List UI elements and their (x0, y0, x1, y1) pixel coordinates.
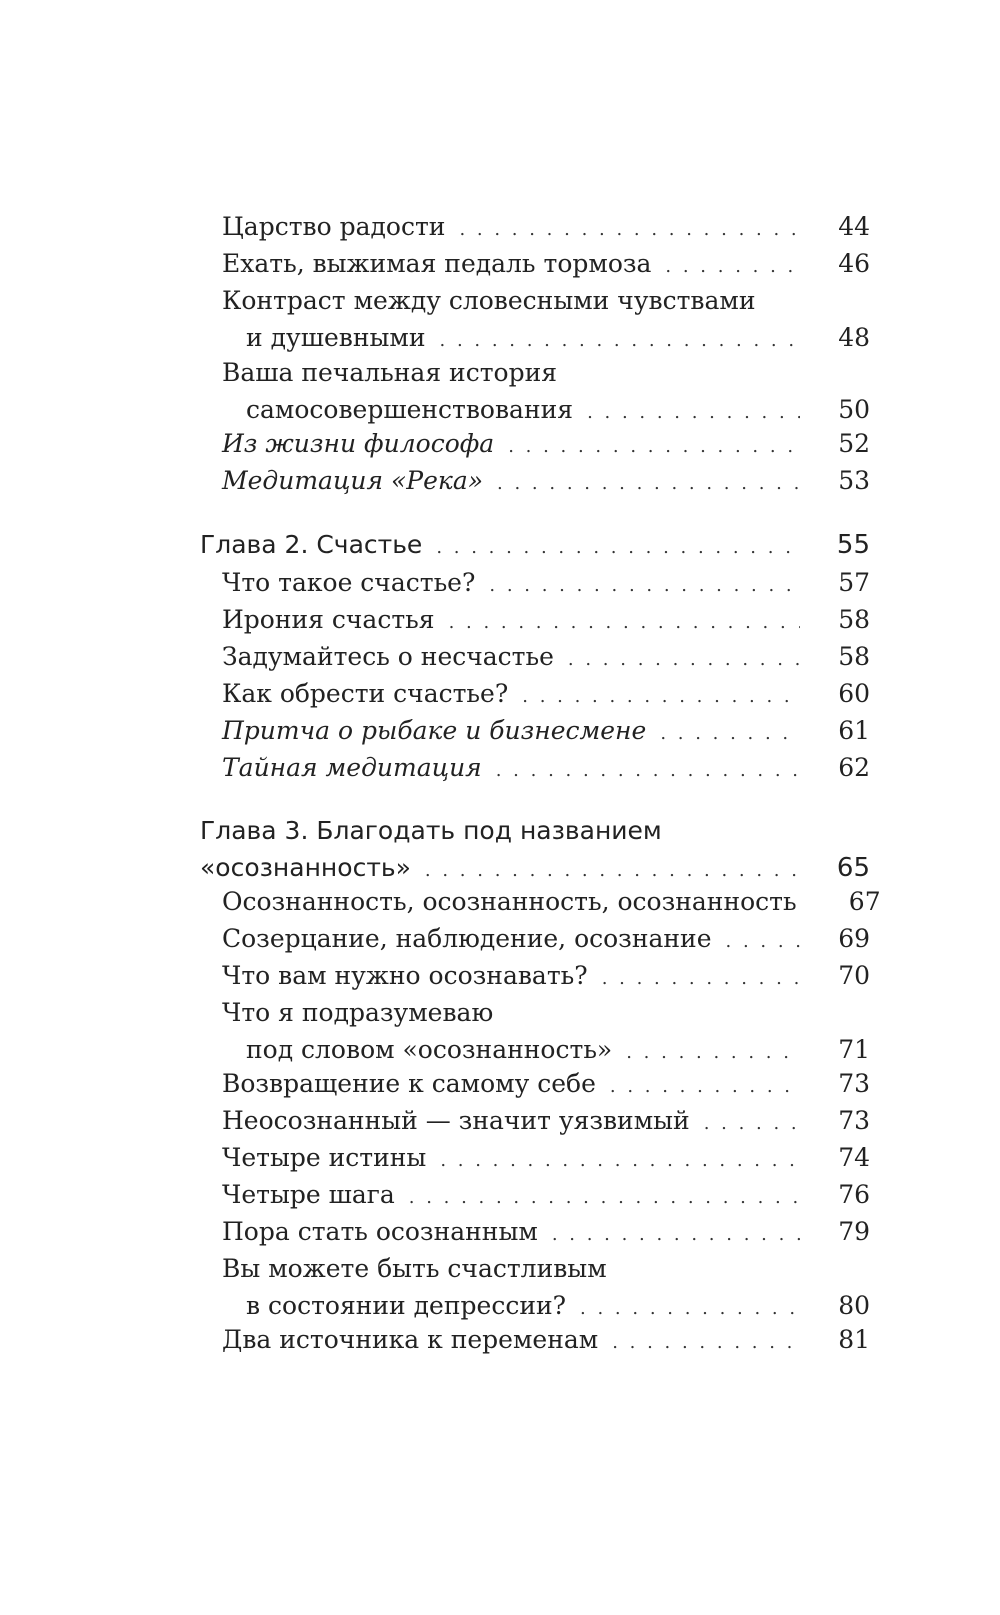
chapter-title: Глава 2. Счастье (200, 530, 423, 559)
toc-entry (222, 920, 870, 960)
toc-entry (222, 883, 881, 923)
toc-entry (222, 245, 870, 285)
toc-entry-page: 53 (838, 466, 870, 495)
toc-entry (222, 601, 870, 641)
toc-entry (222, 957, 870, 997)
dot-leader (552, 1216, 800, 1253)
toc-entry (222, 1321, 870, 1361)
toc-entry (222, 994, 870, 1071)
toc-entry-title: Возвращение к самому себе (222, 1069, 596, 1098)
toc-entry-title: Тайная медитация (222, 753, 482, 782)
toc-entry-page: 52 (838, 429, 870, 458)
chapter-title-line2: «осознанность» (200, 853, 411, 882)
dot-leader (508, 428, 800, 465)
toc-entry-page: 73 (838, 1069, 870, 1098)
toc-entry-title: Царство радости (222, 212, 446, 241)
toc-entry-title: Ехать, выжимая педаль тормоза (222, 249, 652, 278)
toc-entry (222, 638, 870, 678)
toc-entry-page: 80 (838, 1291, 870, 1320)
dot-leader (436, 529, 800, 566)
toc-entry (222, 1139, 870, 1179)
toc-entry (222, 425, 870, 465)
toc-entry-page: 73 (838, 1106, 870, 1135)
toc-entry-title: Притча о рыбаке и бизнесмене (222, 716, 647, 745)
toc-entry-page: 61 (838, 716, 870, 745)
dot-leader (497, 465, 800, 502)
dot-leader (610, 1068, 800, 1105)
toc-entry-page: 58 (838, 605, 870, 634)
toc-entry-title: Медитация «Река» (222, 466, 484, 495)
dot-leader (489, 567, 800, 604)
toc-entry-page: 57 (838, 568, 870, 597)
toc-entry-page: 58 (838, 642, 870, 671)
toc-entry-page: 70 (838, 961, 870, 990)
toc-entry-page: 79 (838, 1217, 870, 1246)
toc-entry-page: 46 (838, 249, 870, 278)
chapter-page: 55 (836, 530, 870, 560)
toc-entry-page: 76 (838, 1180, 870, 1209)
toc-entry-page: 81 (838, 1325, 870, 1354)
toc-entry (222, 1102, 870, 1142)
toc-entry (222, 1065, 870, 1105)
toc-entry-page: 44 (838, 212, 870, 241)
toc-entry-title: Неосознанный — значит уязвимый (222, 1106, 690, 1135)
toc-entry-title-line2: самосовершенствования (246, 395, 574, 424)
toc-entry (222, 712, 870, 752)
toc-entry (222, 675, 870, 715)
dot-leader (568, 641, 800, 678)
toc-entry-title: Два источника к переменам (222, 1325, 599, 1354)
toc-entry-title-line1: Контраст между словесными чувствами (222, 286, 756, 315)
toc-entry-page: 74 (838, 1143, 870, 1172)
dot-leader (602, 960, 800, 997)
toc-entry (222, 208, 870, 248)
toc-entry-page: 62 (838, 753, 870, 782)
toc-entry-title: Осознанность, осознанность, осознанность (222, 887, 797, 916)
toc-entry (222, 1176, 870, 1216)
toc-entry (222, 1213, 870, 1253)
toc-entry (222, 282, 870, 359)
toc-entry-title-line2: под словом «осознанность» (246, 1035, 613, 1064)
dot-leader (665, 248, 800, 285)
toc-entry-page: 71 (838, 1035, 870, 1064)
toc-entry-title: Четыре шага (222, 1180, 395, 1209)
toc-entry-title: Что вам нужно осознавать? (222, 961, 588, 990)
toc-entry (222, 354, 870, 431)
toc-entry-page: 69 (838, 924, 870, 953)
dot-leader (522, 678, 800, 715)
dot-leader (612, 1324, 800, 1361)
toc-entry (222, 564, 870, 604)
dot-leader (726, 923, 800, 960)
toc-entry (222, 462, 870, 502)
toc-entry-page: 67 (848, 887, 881, 916)
toc-entry-title: Как обрести счастье? (222, 679, 509, 708)
dot-leader (660, 715, 800, 752)
toc-entry-title: Что такое счастье? (222, 568, 476, 597)
toc-entry-title: Ирония счастья (222, 605, 435, 634)
toc-entry-title: Из жизни философа (222, 429, 495, 458)
dot-leader (409, 1179, 800, 1216)
toc-chapter-heading (200, 526, 870, 566)
toc-entry-title: Четыре истины (222, 1143, 427, 1172)
chapter-page: 65 (836, 853, 870, 883)
dot-leader (449, 604, 800, 641)
dot-leader (496, 752, 800, 789)
toc-entry-title: Пора стать осознанным (222, 1217, 538, 1246)
toc-entry-page: 48 (838, 323, 870, 352)
toc-entry-title-line1: Ваша печальная история (222, 358, 558, 387)
toc-entry-title: Созерцание, наблюдение, осознание (222, 924, 712, 953)
toc-entry-title: Задумайтесь о несчастье (222, 642, 554, 671)
toc-entry-page: 60 (838, 679, 870, 708)
toc-chapter-heading (200, 812, 870, 889)
toc-entry-page: 50 (838, 395, 870, 424)
dot-leader (440, 1142, 800, 1179)
dot-leader (704, 1105, 800, 1142)
toc-entry (222, 1250, 870, 1327)
toc-entry-title-line1: Что я подразумеваю (222, 998, 494, 1027)
toc-entry (222, 749, 870, 789)
chapter-title-line1: Глава 3. Благодать под названием (200, 816, 662, 845)
dot-leader (459, 211, 800, 248)
toc-entry-title-line2: в состоянии депрессии? (246, 1291, 567, 1320)
toc-entry-title-line1: Вы можете быть счастливым (222, 1254, 607, 1283)
toc-entry-title-line2: и душевными (246, 323, 426, 352)
